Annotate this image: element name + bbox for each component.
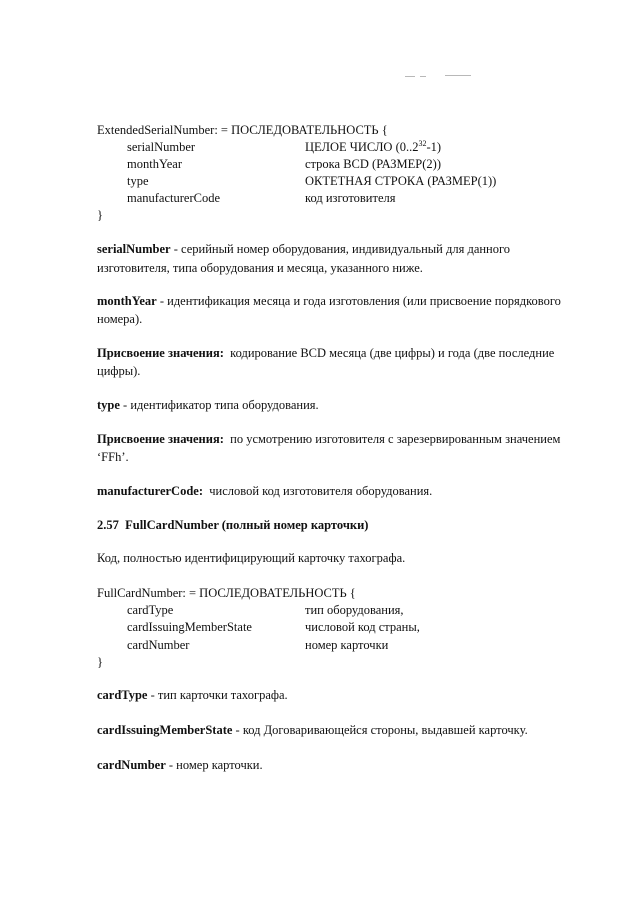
field-name: serialNumber — [127, 140, 196, 154]
definition-term: Присвоение значения: — [97, 346, 224, 360]
scan-artifact — [445, 75, 471, 76]
scan-artifact — [420, 76, 426, 77]
field-name: monthYear — [127, 157, 182, 171]
definition-paragraph — [97, 687, 288, 703]
definition-text: - серийный номер оборудования, индивидуальный для данного — [170, 242, 511, 256]
definition-text: ‘FFh’. — [97, 450, 129, 464]
field-name: manufacturerCode — [127, 191, 221, 205]
scan-artifact — [405, 76, 415, 77]
declaration-header: ExtendedSerialNumber: = ПОСЛЕДОВАТЕЛЬНОСТЬ { — [97, 123, 388, 137]
definition-paragraph — [97, 345, 554, 361]
definition-term: type — [97, 398, 120, 412]
definition-term: serialNumber — [97, 242, 171, 256]
definition-text: кодирование BCD месяца (две цифры) и года (две последние — [223, 346, 555, 360]
section-intro: Код, полностью идентифицирующий карточку тахографа. — [97, 551, 406, 565]
definition-text: цифры). — [97, 364, 141, 378]
field-name: cardType — [127, 603, 174, 617]
definition-paragraph — [97, 241, 510, 257]
definition-text: - идентификатор типа оборудования. — [119, 398, 319, 412]
definition-paragraph — [97, 722, 528, 738]
field-type-text: -1) — [426, 140, 442, 154]
section-heading — [97, 517, 368, 533]
definition-term: cardType — [97, 688, 148, 702]
field-type: код изготовителя — [305, 191, 396, 205]
section-title: FullCardNumber (полный номер карточки) — [125, 518, 369, 532]
definition-term: manufacturerCode: — [97, 484, 203, 498]
field-type — [305, 139, 441, 155]
definition-text: изготовителя, типа оборудования и месяца, указанного ниже. — [97, 261, 423, 275]
field-type-text: ЦЕЛОЕ ЧИСЛО (0..2 — [305, 140, 419, 154]
definition-paragraph — [97, 293, 561, 309]
field-type: строка BCD (РАЗМЕР(2)) — [305, 157, 441, 171]
definition-paragraph — [97, 757, 263, 773]
definition-paragraph — [97, 397, 319, 413]
section-number: 2.57 — [97, 518, 119, 532]
definition-text: - код Договаривающейся стороны, выдавшей карточку. — [232, 723, 528, 737]
definition-text: - идентификация месяца и года изготовления (или присвоение порядкового — [156, 294, 561, 308]
definition-term: cardIssuingMemberState — [97, 723, 233, 737]
definition-text: по усмотрению изготовителя с зарезервированным значением — [223, 432, 561, 446]
field-type: числовой код страны, — [305, 620, 420, 634]
definition-term: cardNumber — [97, 758, 166, 772]
definition-term: Присвоение значения: — [97, 432, 224, 446]
field-type: тип оборудования, — [305, 603, 404, 617]
field-name: type — [127, 174, 149, 188]
field-name: cardIssuingMemberState — [127, 620, 252, 634]
definition-text: - тип карточки тахографа. — [147, 688, 288, 702]
definition-paragraph — [97, 431, 560, 447]
field-name: cardNumber — [127, 638, 190, 652]
declaration-header: FullCardNumber: = ПОСЛЕДОВАТЕЛЬНОСТЬ { — [97, 586, 356, 600]
field-type: номер карточки — [305, 638, 389, 652]
field-type-exponent: 32 — [418, 139, 427, 148]
definition-text: - номер карточки. — [165, 758, 263, 772]
declaration-close: } — [97, 655, 103, 669]
definition-text: числовой код изготовителя оборудования. — [203, 484, 433, 498]
definition-paragraph — [97, 483, 432, 499]
field-type: ОКТЕТНАЯ СТРОКА (РАЗМЕР(1)) — [305, 174, 497, 188]
definition-term: monthYear — [97, 294, 157, 308]
definition-text: номера). — [97, 312, 143, 326]
declaration-close: } — [97, 208, 103, 222]
